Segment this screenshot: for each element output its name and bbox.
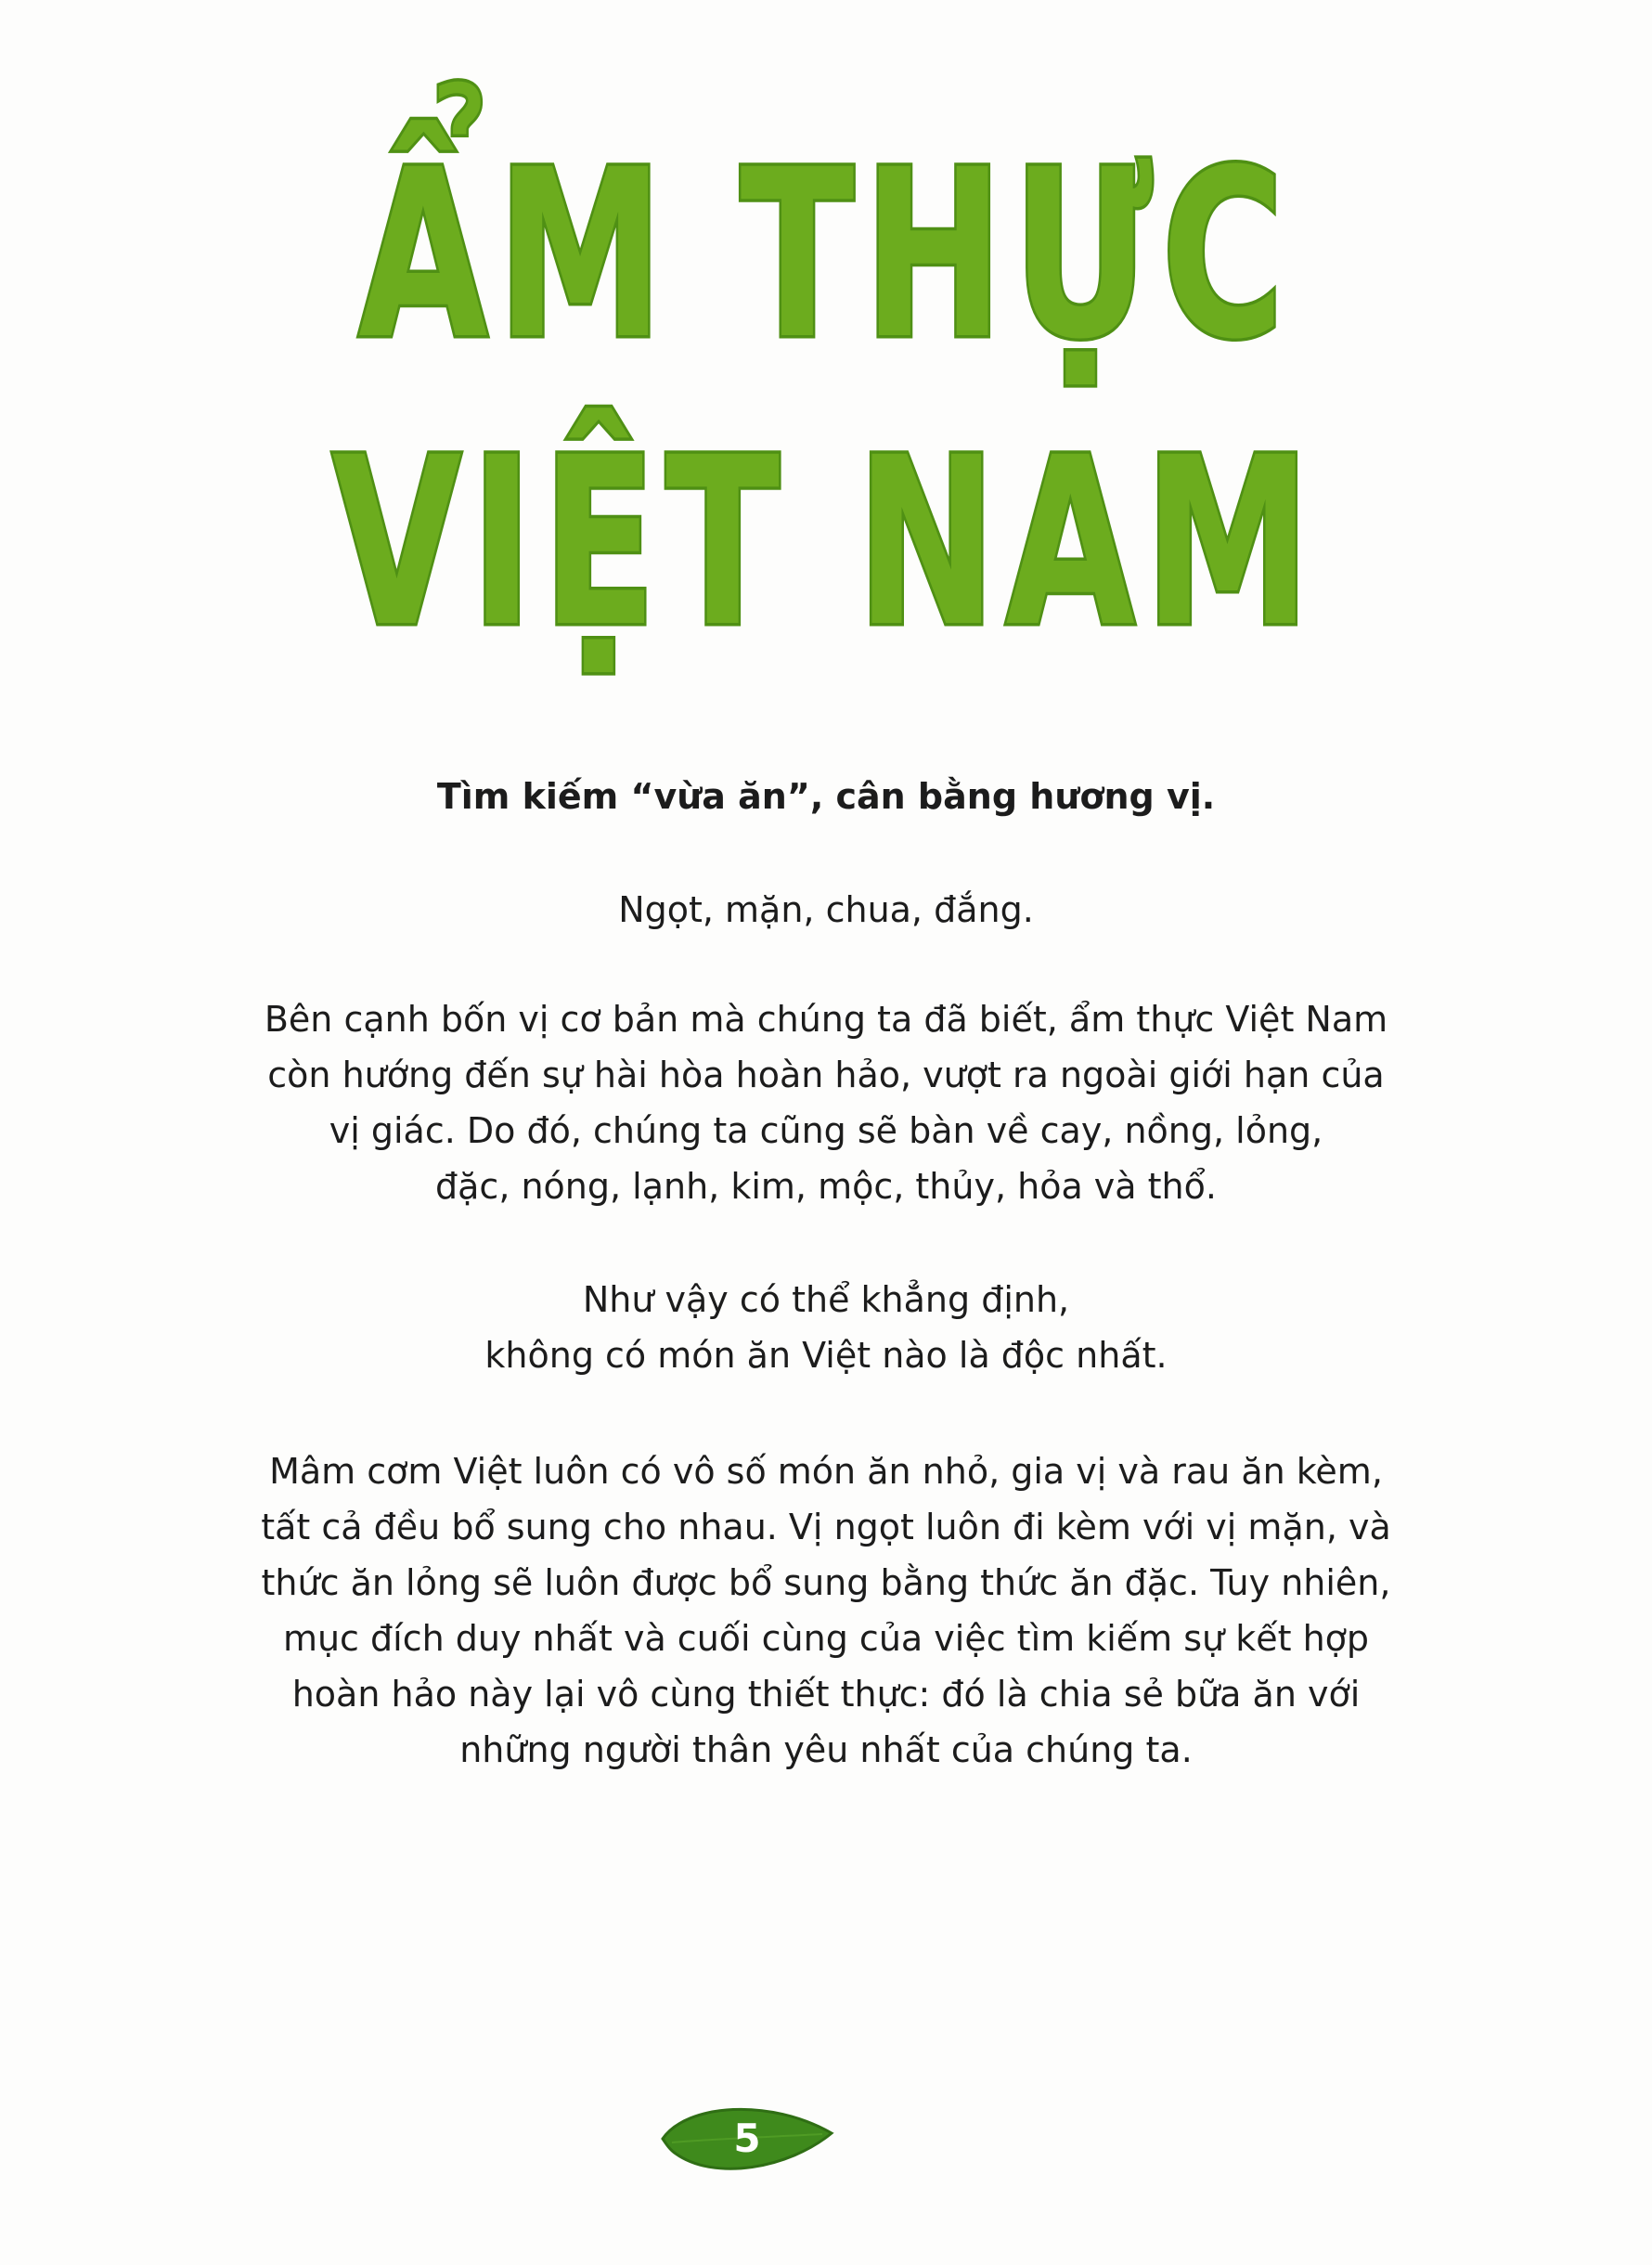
paragraph-line: mục đích duy nhất và cuối cùng của việc tìm kiếm sự kết hợp bbox=[282, 1618, 1370, 1659]
paragraph-meal bbox=[121, 1443, 1531, 1778]
paragraph-line: không có món ăn Việt nào là độc nhất. bbox=[484, 1335, 1168, 1376]
paragraph-line: Như vậy có thể khẳng định, bbox=[582, 1279, 1070, 1320]
paragraph-line: thức ăn lỏng sẽ luôn được bổ sung bằng thức ăn đặc. Tuy nhiên, bbox=[261, 1562, 1391, 1603]
tagline: Tìm kiếm “vừa ăn”, cân bằng hương vị. bbox=[436, 776, 1216, 817]
paragraph-unique bbox=[121, 1272, 1531, 1383]
page-number: 5 bbox=[733, 2116, 761, 2161]
paragraph-line: hoàn hảo này lại vô cùng thiết thực: đó là chia sẻ bữa ăn với bbox=[291, 1674, 1361, 1715]
tastes-line: Ngọt, mặn, chua, đắng. bbox=[618, 889, 1034, 930]
paragraph-line: đặc, nóng, lạnh, kim, mộc, thủy, hỏa và thổ. bbox=[435, 1166, 1217, 1207]
paragraph-line: Mâm cơm Việt luôn có vô số món ăn nhỏ, gia vị và rau ăn kèm, bbox=[269, 1451, 1383, 1492]
page-title-line-2: VIỆT NAM bbox=[331, 408, 1321, 678]
paragraph-flavors bbox=[121, 991, 1531, 1214]
paragraph-line: những người thân yêu nhất của chúng ta. bbox=[459, 1729, 1193, 1770]
paragraph-line: tất cả đều bổ sung cho nhau. Vị ngọt luôn đi kèm với vị mặn, và bbox=[261, 1507, 1391, 1547]
page-title-line-1: ẨM THỰC bbox=[358, 120, 1294, 390]
paragraph-line: còn hướng đến sự hài hòa hoàn hảo, vượt ra ngoài giới hạn của bbox=[267, 1055, 1385, 1095]
page-number-marker bbox=[659, 2096, 835, 2181]
paragraph-line: Bên cạnh bốn vị cơ bản mà chúng ta đã biết, ẩm thực Việt Nam bbox=[264, 999, 1388, 1040]
paragraph-line: vị giác. Do đó, chúng ta cũng sẽ bàn về cay, nồng, lỏng, bbox=[329, 1110, 1323, 1151]
